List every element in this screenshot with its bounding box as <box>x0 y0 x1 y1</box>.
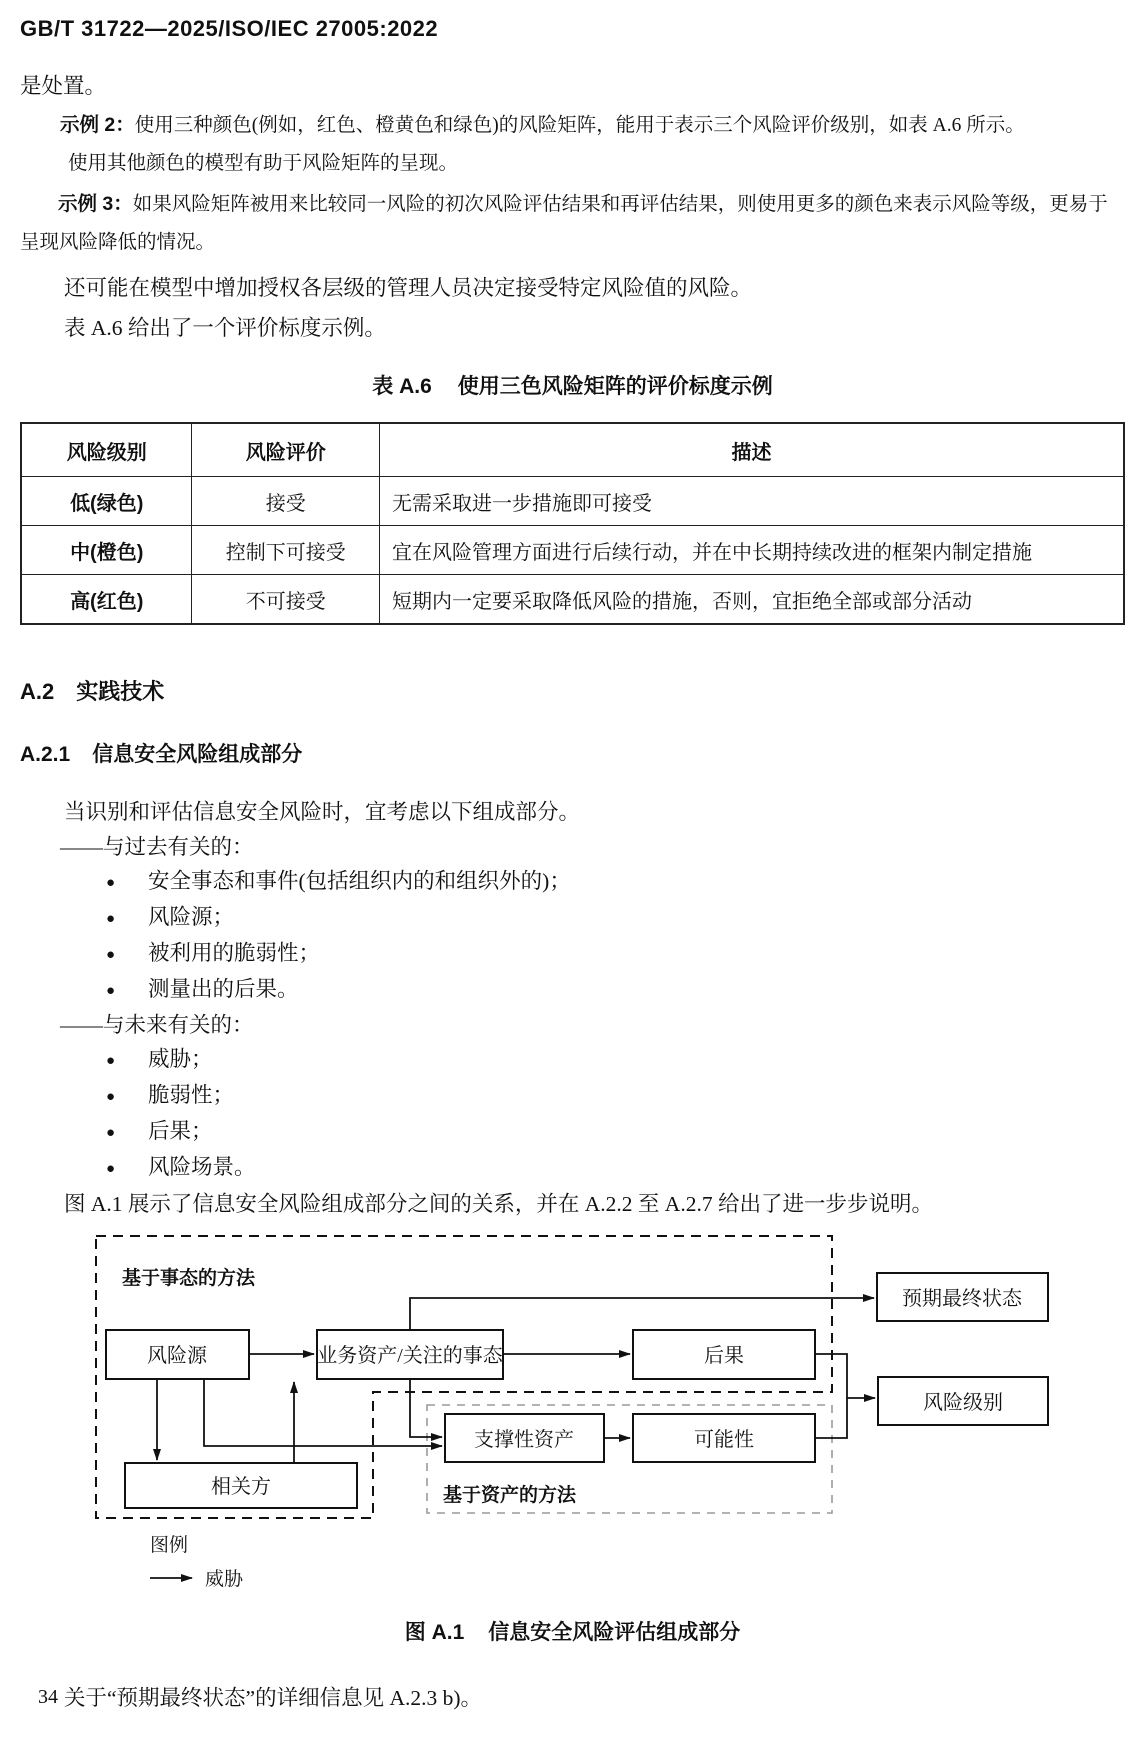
figure-a1 <box>20 1226 1125 1596</box>
list-item <box>106 936 1125 972</box>
cell-desc-high: 短期内一定要采取降低风险的措施，否则，宜拒绝全部或部分活动 <box>379 575 1124 625</box>
col-header-risk-level: 风险级别 <box>21 423 192 477</box>
section-a21-number: A.2.1 <box>20 743 71 766</box>
paragraph-table-ref: 表 A.6 给出了一个评价标度示例。 <box>64 316 386 340</box>
bullet-icon: ● <box>106 875 116 891</box>
cell-eval-medium: 控制下可接受 <box>192 526 380 575</box>
list-item-text: 测量出的后果。 <box>148 977 299 1001</box>
figure-caption-text: 信息安全风险评估组成部分 <box>488 1621 741 1644</box>
arrow-assets-to-supporting-assets <box>410 1379 442 1437</box>
cell-desc-medium: 宜在风险管理方面进行后续行动，并在中长期持续改进的框架内制定措施 <box>379 526 1124 575</box>
example-2-label: 示例 2： <box>60 114 135 136</box>
example-3-text: 如果风险矩阵被用来比较同一风险的初次风险评估结果和再评估结果，则使用更多的颜色来表示风险等级，更易于呈现风险降低的情况。 <box>20 194 1108 253</box>
paragraph-continuation: 是处置。 <box>20 74 107 98</box>
example-2-text-line2: 使用其他颜色的模型有助于风险矩阵的呈现。 <box>68 153 459 174</box>
example-2-text: 使用三种颜色(例如，红色、橙黄色和绿色)的风险矩阵，能用于表示三个风险评价级别，如表 A.6 所示。 <box>134 115 1025 136</box>
paragraph-figure-intro: 图 A.1 展示了信息安全风险组成部分之间的关系，并在 A.2.2 至 A.2.7 给出了进一步步说明。 <box>64 1192 933 1216</box>
figure-caption <box>20 1616 1125 1646</box>
arrow-consequence-to-risk-level <box>815 1354 875 1398</box>
table-row <box>21 575 1124 625</box>
paragraph-authorize: 还可能在模型中增加授权各层级的管理人员决定接受特定风险值的风险。 <box>64 276 753 300</box>
example-2 <box>60 106 1125 183</box>
cell-level-high: 高(红色) <box>21 575 192 625</box>
risk-level-label: 风险级别 <box>923 1392 1003 1414</box>
list-label-future: ——与未来有关的： <box>60 1013 254 1037</box>
table-title-prefix: 表 A.6 <box>372 375 432 398</box>
standard-code: GB/T 31722—2025/ISO/IEC 27005:2022 <box>20 16 439 41</box>
table-title-text: 使用三色风险矩阵的评价标度示例 <box>457 375 773 398</box>
bullet-icon: ● <box>106 1053 116 1069</box>
business-assets-label: 业务资产/关注的事态 <box>317 1345 503 1367</box>
bullet-icon: ● <box>106 983 116 999</box>
example-3 <box>20 185 1125 262</box>
table-header-row <box>21 423 1124 477</box>
bullet-icon: ● <box>106 947 116 963</box>
cell-eval-high: 不可接受 <box>192 575 380 625</box>
connector-likelihood-to-junction <box>815 1398 847 1438</box>
list-item-text: 被利用的脆弱性； <box>148 941 321 965</box>
bullet-icon: ● <box>106 911 116 927</box>
list-item-text: 安全事态和事件(包括组织内的和组织外的)； <box>148 869 571 893</box>
cell-eval-low: 接受 <box>192 477 380 526</box>
list-item <box>106 864 1125 900</box>
legend-threat-label: 威胁 <box>205 1569 244 1590</box>
page-number: 34 <box>38 1686 58 1708</box>
risk-source-label: 风险源 <box>147 1345 207 1367</box>
section-heading-a2 <box>20 675 1125 706</box>
bullet-icon: ● <box>106 1161 116 1177</box>
arrow-assets-to-desired-end-state <box>410 1298 874 1330</box>
consequence-label: 后果 <box>704 1345 744 1367</box>
cell-level-medium: 中(橙色) <box>21 526 192 575</box>
desired-end-state-label: 预期最终状态 <box>902 1288 1022 1310</box>
legend-title: 图例 <box>150 1535 189 1556</box>
list-item-text: 脆弱性； <box>148 1083 235 1107</box>
section-heading-a21 <box>20 738 1125 768</box>
paragraph-components-intro: 当识别和评估信息安全风险时，宜考虑以下组成部分。 <box>64 800 581 824</box>
list-item <box>106 1150 1125 1186</box>
table-row <box>21 526 1124 575</box>
list-item-text: 风险场景。 <box>148 1155 256 1179</box>
section-a21-title: 信息安全风险组成部分 <box>92 743 303 766</box>
bullet-icon: ● <box>106 1089 116 1105</box>
risk-evaluation-table <box>20 422 1125 625</box>
section-a2-title: 实践技术 <box>76 679 165 704</box>
interested-parties-label: 相关方 <box>211 1476 271 1498</box>
list-item <box>106 900 1125 936</box>
cell-desc-low: 无需采取进一步措施即可接受 <box>379 477 1124 526</box>
cell-level-low: 低(绿色) <box>21 477 192 526</box>
list-label-past: ——与过去有关的： <box>60 835 254 859</box>
list-item <box>106 1114 1125 1150</box>
example-3-label: 示例 3： <box>58 193 133 215</box>
list-item-text: 风险源； <box>148 905 235 929</box>
section-a2-number: A.2 <box>20 679 55 704</box>
list-item <box>106 1042 1125 1078</box>
list-item <box>106 1078 1125 1114</box>
supporting-assets-label: 支撑性资产 <box>474 1429 574 1451</box>
table-title <box>20 370 1125 400</box>
likelihood-label: 可能性 <box>694 1429 754 1451</box>
table-row <box>21 477 1124 526</box>
arrow-risk-source-to-supporting-assets <box>204 1379 442 1446</box>
col-header-description: 描述 <box>379 423 1124 477</box>
bullet-icon: ● <box>106 1125 116 1141</box>
col-header-risk-evaluation: 风险评价 <box>192 423 380 477</box>
risk-components-diagram <box>20 1226 1125 1596</box>
asset-based-region-label: 基于资产的方法 <box>443 1485 577 1506</box>
event-based-region-label: 基于事态的方法 <box>122 1268 256 1289</box>
paragraph-closing: 关于“预期最终状态”的详细信息见 A.2.3 b)。 <box>64 1686 483 1710</box>
list-item-text: 威胁； <box>148 1047 213 1071</box>
list-item <box>106 972 1125 1008</box>
figure-caption-prefix: 图 A.1 <box>404 1621 465 1644</box>
list-item-text: 后果； <box>148 1119 213 1143</box>
